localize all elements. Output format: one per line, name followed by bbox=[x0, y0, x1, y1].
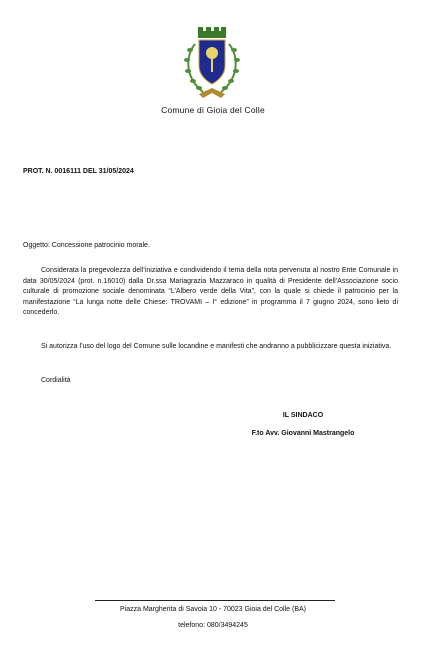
body-paragraph: Si autorizza l’uso del logo del Comune sulle locandine e manifesti che andranno a pubblicizzare questa iniziativa. bbox=[41, 343, 392, 350]
coat-of-arms-icon bbox=[181, 26, 243, 108]
footer-divider bbox=[95, 600, 335, 601]
protocol-number: PROT. N. 0016111 DEL 31/05/2024 bbox=[23, 168, 134, 175]
signatory-name: F.to Avv. Giovanni Mastrangelo bbox=[251, 430, 355, 437]
footer-address: Piazza Margherita di Savoia 10 - 70023 Gioia del Colle (BA) bbox=[120, 606, 306, 613]
closing-salutation: Cordialità bbox=[41, 377, 71, 384]
town-name: Comune di Gioia del Colle bbox=[161, 105, 265, 115]
signatory-title: IL SINDACO bbox=[282, 412, 324, 419]
subject-line: Oggetto: Concessione patrocinio morale. bbox=[23, 242, 150, 249]
body-paragraph: Considerata la pregevolezza dell’iniziativa e condividendo il tema della nota pervenuta al nostro Ente Comunale in data 30/05/2024 (prot. n.16010) dalla Dr.ssa Mariagrazia Mazzaraco in qualità di Presidente dell’Associazione socio culturale di promozione sociale denominata “L’Albero verde della Vita”, con la quale si chiede il patrocinio per la manifestazione “La lunga notte delle Chiese: TROVAMI – I° edizione” in programma il 7 giugno 2024, sono lieto di concederlo. bbox=[23, 267, 398, 317]
footer-phone: telefono: 080/3494245 bbox=[178, 622, 248, 629]
